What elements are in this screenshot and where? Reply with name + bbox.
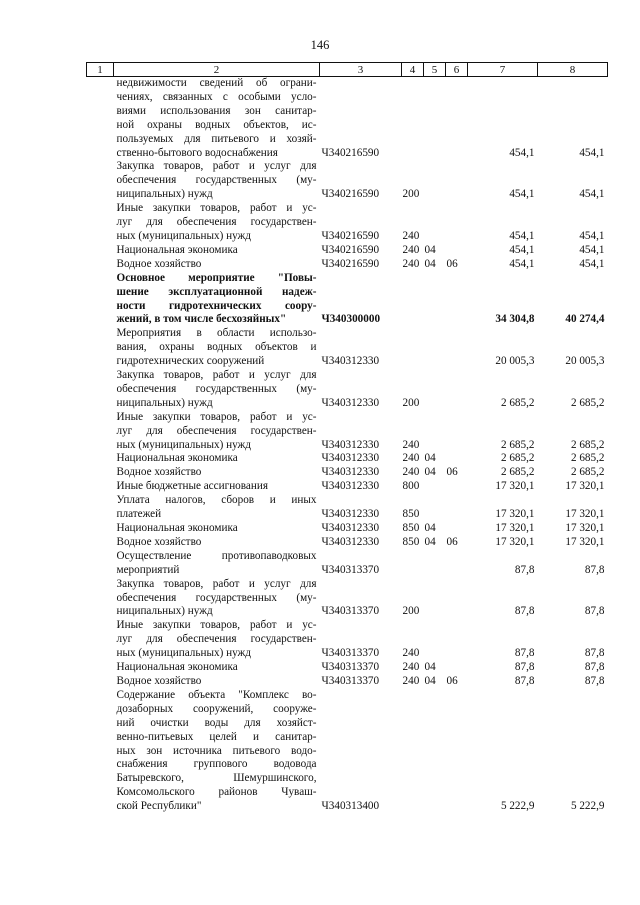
item-name-line: снабжения группового водовода	[116, 758, 317, 771]
expense-type-code: 800	[402, 480, 420, 493]
item-name	[114, 536, 320, 550]
section-code	[424, 272, 446, 328]
amount-year-1: 17 320,1	[495, 522, 535, 534]
subsection-code	[446, 494, 468, 522]
amount-year-2: 87,8	[584, 605, 605, 618]
item-name-line: ности гидротехнических соору-	[116, 299, 317, 312]
section-code: 04	[424, 452, 436, 465]
amount-year-1: 5 222,9	[500, 800, 535, 813]
amount-year-1: 454,1	[509, 257, 535, 270]
item-name-line: ных (муниципальных) нужд	[116, 438, 251, 451]
subsection-code	[446, 77, 468, 161]
target-article-code: Ч340312330	[321, 466, 380, 479]
section-code: 04	[424, 661, 436, 674]
item-name-line: Мероприятия в области использо-	[116, 327, 317, 340]
expense-type-code: 200	[402, 396, 420, 409]
expense-type-code: 850	[402, 535, 420, 548]
target-article-code: Ч340312330	[321, 508, 380, 521]
section-code	[424, 494, 446, 522]
item-name	[114, 494, 320, 522]
table-row	[87, 327, 608, 369]
item-name-line: платежей	[116, 508, 162, 521]
row-index-cell	[87, 411, 114, 453]
row-index-cell	[87, 258, 114, 272]
subsection-code	[446, 272, 468, 328]
table-row	[87, 661, 608, 675]
item-name-line: Закупка товаров, работ и услуг для	[116, 160, 317, 173]
item-name-line: обеспечения государственных (му-	[116, 382, 317, 395]
item-name-line: чениях, связанных с особыми усло-	[116, 90, 317, 103]
item-name-line: гидротехнических сооружений	[116, 355, 265, 368]
item-name-line: мероприятий	[116, 563, 180, 576]
item-name-line: Национальная экономика	[116, 661, 238, 674]
amount-year-2: 2 685,2	[570, 438, 605, 451]
item-name-line: Содержание объекта "Комплекс во-	[116, 688, 317, 701]
amount-year-2: 87,8	[584, 647, 605, 660]
item-name	[114, 522, 320, 536]
target-article-code: Ч340312330	[321, 396, 380, 409]
table-row	[87, 452, 608, 466]
amount-year-2: 40 274,4	[565, 313, 605, 326]
target-article-code: Ч340216590	[321, 146, 380, 159]
row-index-cell	[87, 480, 114, 494]
amount-year-1: 2 685,2	[500, 396, 535, 409]
table-row	[87, 202, 608, 244]
amount-year-2: 20 005,3	[565, 355, 605, 368]
subsection-code	[446, 550, 468, 578]
subsection-code	[446, 578, 468, 620]
item-name-line: Водное хозяйство	[116, 257, 202, 270]
table-row	[87, 480, 608, 494]
item-name-line: Иные бюджетные ассигнования	[116, 480, 268, 493]
amount-year-2: 2 685,2	[570, 396, 605, 409]
subsection-code: 06	[446, 535, 458, 548]
amount-year-1: 454,1	[509, 229, 535, 242]
expense-type-code: 200	[402, 188, 420, 201]
column-header: 8	[538, 63, 608, 77]
column-header: 6	[446, 63, 468, 77]
subsection-code	[446, 327, 468, 369]
expense-type-code: 240	[402, 661, 420, 674]
item-name	[114, 550, 320, 578]
item-name	[114, 452, 320, 466]
item-name	[114, 466, 320, 480]
column-header: 5	[424, 63, 446, 77]
item-name-line: ниципальных) нужд	[116, 396, 213, 409]
item-name-line: луг для обеспечения государствен-	[116, 424, 317, 437]
item-name-line: ных зон источника питьевого водо-	[116, 744, 317, 757]
amount-year-2: 87,8	[584, 661, 605, 674]
expense-type-code	[402, 327, 424, 369]
row-index-cell	[87, 160, 114, 202]
item-name-line: Национальная экономика	[116, 452, 238, 465]
target-article-code: Ч340312330	[321, 480, 380, 493]
target-article-code: Ч340312330	[321, 438, 380, 451]
amount-year-1: 2 685,2	[500, 452, 535, 465]
amount-year-2: 17 320,1	[565, 535, 605, 548]
expense-type-code: 850	[402, 508, 420, 521]
subsection-code	[446, 452, 468, 466]
item-name-line: Водное хозяйство	[116, 674, 202, 687]
row-index-cell	[87, 452, 114, 466]
subsection-code: 06	[446, 466, 458, 479]
item-name-line: ний очистки воды для хозяйст-	[116, 716, 317, 729]
item-name	[114, 369, 320, 411]
item-name-line: недвижимости сведений об ограни-	[116, 77, 317, 89]
row-index-cell	[87, 202, 114, 244]
item-name	[114, 411, 320, 453]
subsection-code	[446, 689, 468, 814]
amount-year-1: 17 320,1	[495, 480, 535, 493]
amount-year-1: 2 685,2	[500, 466, 535, 479]
amount-year-2: 454,1	[579, 243, 605, 256]
item-name-line: луг для обеспечения государствен-	[116, 633, 317, 646]
subsection-code: 06	[446, 674, 458, 687]
target-article-code: Ч340313370	[321, 563, 380, 576]
column-header: 1	[87, 63, 114, 77]
target-article-code: Ч340313370	[321, 661, 380, 674]
row-index-cell	[87, 466, 114, 480]
amount-year-1: 87,8	[514, 563, 535, 576]
expense-type-code: 240	[402, 243, 420, 256]
section-code	[424, 411, 446, 453]
table-row	[87, 522, 608, 536]
item-name-line: Национальная экономика	[116, 243, 238, 256]
subsection-code	[446, 522, 468, 536]
amount-year-1: 2 685,2	[500, 438, 535, 451]
column-header: 2	[114, 63, 320, 77]
section-code	[424, 202, 446, 244]
target-article-code: Ч340312330	[321, 522, 380, 534]
item-name-line: Водное хозяйство	[116, 535, 202, 548]
item-name-line: обеспечения государственных (му-	[116, 174, 317, 187]
item-name-line: Иные закупки товаров, работ и ус-	[116, 202, 317, 215]
amount-year-2: 454,1	[579, 146, 605, 159]
table-row	[87, 536, 608, 550]
section-code	[424, 689, 446, 814]
row-index-cell	[87, 550, 114, 578]
subsection-code	[446, 480, 468, 494]
expense-type-code: 240	[402, 229, 420, 242]
amount-year-1: 87,8	[514, 674, 535, 687]
page-number: 146	[310, 38, 330, 52]
section-code: 04	[424, 257, 436, 270]
row-index-cell	[87, 661, 114, 675]
item-name-line: Уплата налогов, сборов и иных	[116, 494, 317, 507]
item-name-line: ной охраны водных объектов, ис-	[116, 118, 317, 131]
item-name-line: Иные закупки товаров, работ и ус-	[116, 619, 317, 632]
item-name	[114, 480, 320, 494]
item-name	[114, 160, 320, 202]
expense-type-code	[402, 550, 424, 578]
target-article-code: Ч340300000	[321, 313, 381, 326]
subsection-code	[446, 619, 468, 661]
row-index-cell	[87, 272, 114, 328]
item-name-line: Закупка товаров, работ и услуг для	[116, 577, 317, 590]
table-row	[87, 578, 608, 620]
amount-year-1: 17 320,1	[495, 508, 535, 521]
amount-year-2: 5 222,9	[570, 800, 605, 813]
subsection-code	[446, 244, 468, 258]
item-name	[114, 77, 320, 161]
item-name-line: Закупка товаров, работ и услуг для	[116, 369, 317, 382]
expense-type-code: 240	[402, 647, 420, 660]
amount-year-1: 17 320,1	[495, 535, 535, 548]
table-row	[87, 244, 608, 258]
item-name-line: Иные закупки товаров, работ и ус-	[116, 410, 317, 423]
subsection-code	[446, 160, 468, 202]
item-name	[114, 327, 320, 369]
amount-year-2: 454,1	[579, 257, 605, 270]
subsection-code	[446, 202, 468, 244]
section-code: 04	[424, 466, 436, 479]
target-article-code: Ч340216590	[321, 257, 380, 270]
amount-year-2: 2 685,2	[570, 466, 605, 479]
item-name-line: пользуемых для питьевого и хозяй-	[116, 132, 317, 145]
item-name-line: дозаборных сооружений, сооруже-	[116, 702, 317, 715]
item-name-line: Комсомольского районов Чуваш-	[116, 786, 317, 799]
amount-year-1: 20 005,3	[495, 355, 535, 368]
expense-type-code	[402, 689, 424, 814]
row-index-cell	[87, 369, 114, 411]
amount-year-1: 87,8	[514, 647, 535, 660]
row-index-cell	[87, 675, 114, 689]
item-name	[114, 675, 320, 689]
target-article-code: Ч340313370	[321, 647, 380, 660]
item-name-line: луг для обеспечения государствен-	[116, 216, 317, 229]
target-article-code: Ч340313400	[321, 800, 380, 813]
item-name	[114, 661, 320, 675]
subsection-code	[446, 661, 468, 675]
section-code	[424, 77, 446, 161]
item-name-line: Основное мероприятие "Повы-	[116, 271, 317, 284]
target-article-code: Ч340216590	[321, 188, 380, 201]
amount-year-2: 454,1	[579, 188, 605, 201]
target-article-code: Ч340312330	[321, 355, 380, 368]
item-name-line: ниципальных) нужд	[116, 188, 213, 201]
expense-type-code: 240	[402, 674, 420, 687]
column-header: 7	[468, 63, 538, 77]
section-code: 04	[424, 522, 436, 534]
item-name-line: Осуществление противопаводковых	[116, 549, 317, 562]
budget-table	[86, 62, 608, 814]
item-name-line: шение эксплуатационной надеж-	[116, 285, 317, 298]
expense-type-code: 240	[402, 452, 420, 465]
target-article-code: Ч340313370	[321, 674, 380, 687]
amount-year-1: 454,1	[509, 188, 535, 201]
amount-year-2: 87,8	[584, 563, 605, 576]
section-code: 04	[424, 674, 436, 687]
amount-year-1: 87,8	[514, 605, 535, 618]
item-name	[114, 578, 320, 620]
table-row	[87, 619, 608, 661]
row-index-cell	[87, 578, 114, 620]
section-code	[424, 578, 446, 620]
table-row	[87, 411, 608, 453]
amount-year-1: 87,8	[514, 661, 535, 674]
item-name-line: ных (муниципальных) нужд	[116, 229, 251, 242]
column-number-row	[87, 63, 608, 77]
target-article-code: Ч340216590	[321, 243, 380, 256]
row-index-cell	[87, 536, 114, 550]
item-name-line: Водное хозяйство	[116, 466, 202, 479]
item-name	[114, 689, 320, 814]
column-header: 4	[402, 63, 424, 77]
item-name-line: венно-питьевых целей и санитар-	[116, 730, 317, 743]
row-index-cell	[87, 689, 114, 814]
row-index-cell	[87, 77, 114, 161]
subsection-code	[446, 369, 468, 411]
item-name-line: Национальная экономика	[116, 522, 238, 534]
item-name-line: Батыревского, Шемуршинского,	[116, 772, 317, 785]
amount-year-2: 2 685,2	[570, 452, 605, 465]
item-name	[114, 619, 320, 661]
table-row	[87, 689, 608, 814]
item-name-line: обеспечения государственных (му-	[116, 591, 317, 604]
target-article-code: Ч340313370	[321, 605, 380, 618]
row-index-cell	[87, 522, 114, 536]
table-row	[87, 675, 608, 689]
item-name	[114, 202, 320, 244]
item-name	[114, 272, 320, 328]
subsection-code	[446, 411, 468, 453]
table-row	[87, 466, 608, 480]
target-article-code: Ч340312330	[321, 452, 380, 465]
table-row	[87, 77, 608, 161]
row-index-cell	[87, 619, 114, 661]
amount-year-2: 17 320,1	[565, 508, 605, 521]
section-code	[424, 619, 446, 661]
target-article-code: Ч340312330	[321, 535, 380, 548]
table-row	[87, 258, 608, 272]
item-name-line: виями использования зон санитар-	[116, 104, 317, 117]
row-index-cell	[87, 494, 114, 522]
table-row	[87, 272, 608, 328]
amount-year-1: 454,1	[509, 243, 535, 256]
section-code	[424, 327, 446, 369]
section-code	[424, 550, 446, 578]
table-row	[87, 494, 608, 522]
table-row	[87, 369, 608, 411]
item-name-line: ных (муниципальных) нужд	[116, 647, 251, 660]
item-name-line: ственно-бытового водоснабжения	[116, 146, 278, 159]
section-code: 04	[424, 535, 436, 548]
expense-type-code: 240	[402, 438, 420, 451]
amount-year-1: 454,1	[509, 146, 535, 159]
item-name-line: вания, охраны водных объектов и	[116, 341, 317, 354]
expense-type-code: 200	[402, 605, 420, 618]
expense-type-code	[402, 77, 424, 161]
amount-year-1: 34 304,8	[495, 313, 535, 326]
item-name-line: ниципальных) нужд	[116, 605, 213, 618]
table-body	[87, 77, 608, 815]
target-article-code: Ч340216590	[321, 229, 380, 242]
row-index-cell	[87, 244, 114, 258]
item-name-line: жений, в том числе бесхозяйных"	[116, 313, 287, 326]
section-code	[424, 480, 446, 494]
subsection-code: 06	[446, 257, 458, 270]
expense-type-code	[402, 272, 424, 328]
amount-year-2: 87,8	[584, 674, 605, 687]
expense-type-code: 240	[402, 466, 420, 479]
table-row	[87, 550, 608, 578]
amount-year-2: 17 320,1	[565, 480, 605, 493]
section-code	[424, 369, 446, 411]
section-code	[424, 160, 446, 202]
item-name	[114, 244, 320, 258]
expense-type-code: 850	[402, 522, 420, 534]
item-name	[114, 258, 320, 272]
amount-year-2: 17 320,1	[565, 522, 605, 534]
table-row	[87, 160, 608, 202]
column-header: 3	[320, 63, 402, 77]
section-code: 04	[424, 243, 436, 256]
item-name-line: ской Республики"	[116, 800, 202, 813]
amount-year-2: 454,1	[579, 229, 605, 242]
row-index-cell	[87, 327, 114, 369]
expense-type-code: 240	[402, 257, 420, 270]
